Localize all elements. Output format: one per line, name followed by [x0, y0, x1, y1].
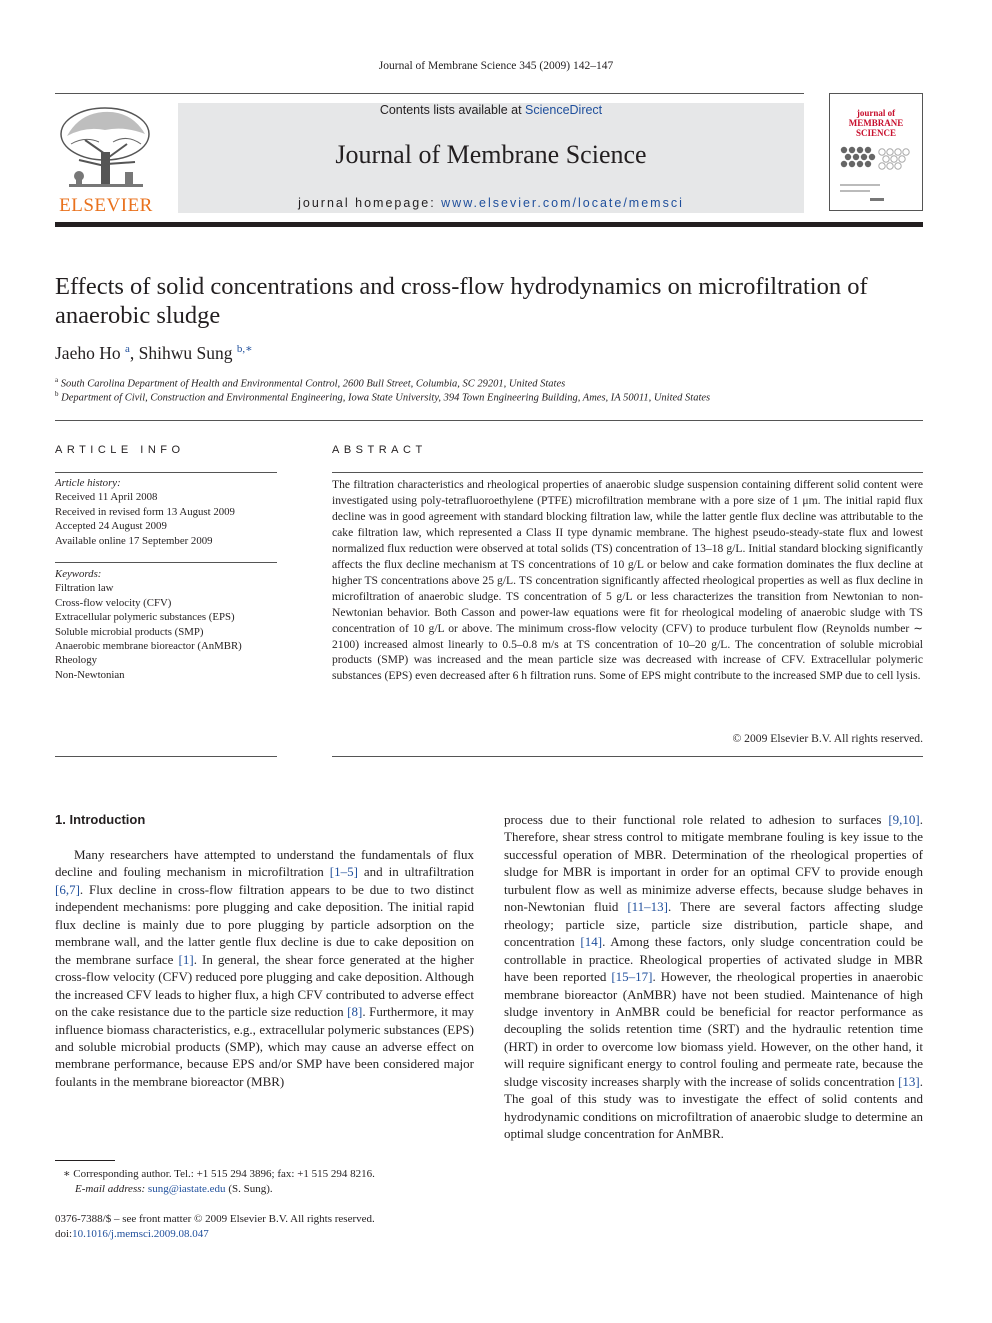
body-text: . Therefore, shear stress control to mitigate membrane fouling is key issue to the successful operation of MBR. Determination of the rheological properties of sludge for MBR is important in order for an optimal CFV to provide enough turbulent flow as well as minimize adverse effects, because sludge behaves in non-Newtonian fluid — [504, 812, 923, 915]
cover-title — [830, 108, 922, 138]
body-text: . Among these factors, only sludge concentration could be controllable in practice. Rheological properties of activated sludge in MBR have been reported — [504, 934, 923, 985]
abstract-rule — [332, 472, 923, 473]
citation-link[interactable]: [8] — [347, 1004, 363, 1020]
abstract-rule — [332, 756, 923, 757]
abstract-text: The filtration characteristics and rheological properties of anaerobic sludge suspension containing different solid content were investigated using poly-tetrafluoroethylene (PTFE) microfiltration membrane with a pore size of 1 μm. The initial rapid flux decline was in good agreement with standard blocking filtration law, while the latter gentle flux decline was attributable to the cake filtration law, which represented a Class II type dynamic membrane. The highest pseudo-steady-state flux and lowest normalized flux reduction were observed at total solids (TS) concentration of 13–18 g/L. Initial standard blocking significantly affects the flux decline mechanism at TS concentrations of 10 g/L or below and cake formation dominates the flux decline at higher TS concentrations above 25 g/L. TS concentration significantly affected rheological properties as well as flux decline in microfiltration of anaerobic sludge. TS concentration of 5 g/L or less characterizes the transition from Newtonian to non-Newtonian behavior. Both Casson and power-law equations were fit for rheological modeling of anaerobic sludge with TS concentration of 10 g/L or above. The minimum cross-flow velocity (CFV) to produce turbulent flow (Reynolds number ∼ 2100) increased almost linearly to 0.5–0.8 m/s at TS concentration of 10–20 g/L. The concentration of soluble microbial products (SMP) was increased and the mean particle size was decreased with increase of CFV. Extracellular polymeric substances (EPS) even decreased after 6 h filtration runs. Some of EPS might contribute to the increased SMP due to cell lysis. — [332, 478, 923, 683]
journal-homepage — [178, 196, 804, 210]
body-text: . There are several factors affecting sludge rheology; particle size, particle size distribution, particle shape, and concentration — [504, 899, 923, 950]
front-matter: 0376-7388/$ – see front matter © 2009 Elsevier B.V. All rights reserved. — [55, 1213, 375, 1225]
keywords-label: Keywords: — [55, 568, 102, 580]
cover-text-line — [840, 184, 880, 186]
elsevier-wordmark: ELSEVIER — [59, 195, 153, 216]
body-text: . Flux decline in cross-flow filtration appears to be due to two distinct independent mechanisms: pore plugging and cake deposition. The initial rapid flux decline is mainly due to pore plugging by particle adsorption on the membrane wall, and the latter gentle flux decline is due to cake deposition on the membrane surface — [55, 881, 474, 967]
affiliation — [55, 390, 923, 404]
keyword: Rheology — [55, 654, 97, 667]
keyword: Non-Newtonian — [55, 668, 125, 681]
contents-line — [178, 103, 804, 117]
info-rule — [55, 472, 277, 473]
doi-link[interactable]: 10.1016/j.memsci.2009.08.047 — [72, 1228, 209, 1240]
history-item: Received in revised form 13 August 2009 — [55, 505, 235, 518]
affiliation-mark[interactable]: b,∗ — [236, 343, 253, 355]
body-column-right — [504, 811, 923, 1143]
history-item: Accepted 24 August 2009 — [55, 520, 167, 533]
body-text: . In general, the shear force generated at the higher cross-flow velocity (CFV) reduced pore plugging and cake deposition. Although the increased CFV leads to higher flux, a high CFV contributed to adverse effect on the cake resistance due to the particle size reduction — [55, 951, 474, 1020]
cover-molecule-icon — [838, 144, 916, 174]
body-column-left — [55, 846, 474, 1090]
journal-cover-thumbnail[interactable] — [829, 93, 923, 211]
cover-title-line3: SCIENCE — [855, 128, 896, 138]
copyright: © 2009 Elsevier B.V. All rights reserved. — [732, 732, 923, 745]
keyword: Filtration law — [55, 582, 114, 595]
footnote-rule — [55, 1160, 115, 1161]
author-name: Jaeho Ho — [55, 342, 121, 363]
body-text: . Furthermore, it may influence biomass characteristics, e.g., extracellular polymeric substances (EPS) and soluble microbial products (SMP), which may cause an adverse effect on membrane performance, because EPS and/or SMP have been considered major foulants in the membrane bioreactor (MBR) — [55, 1004, 474, 1089]
email-suffix: (S. Sung). — [225, 1183, 273, 1195]
body-text: . The goal of this study was to investigate the effect of solid contents and hydrodynamic conditions on microfiltration of anaerobic sludge to determine an optimal sludge concentration for AnMBR. — [504, 1073, 923, 1142]
header-rule — [55, 222, 923, 227]
affiliation — [55, 376, 923, 390]
citation-link[interactable]: [1] — [178, 951, 194, 967]
citation-link[interactable]: [15–17] — [611, 969, 653, 985]
article-info-heading: ARTICLE INFO — [55, 444, 185, 456]
section-heading: 1. Introduction — [55, 812, 146, 827]
affiliation-mark: a — [55, 376, 59, 384]
citation-link[interactable]: [6,7] — [55, 881, 80, 897]
homepage-prefix: journal homepage: — [298, 196, 442, 210]
citation-link[interactable]: [1–5] — [329, 864, 358, 880]
doi-line — [55, 1227, 475, 1241]
cover-text-line — [840, 190, 870, 192]
keyword: Anaerobic membrane bioreactor (AnMBR) — [55, 640, 242, 653]
history-item: Received 11 April 2008 — [55, 491, 158, 504]
doi-prefix: doi: — [55, 1228, 73, 1240]
homepage-link[interactable]: www.elsevier.com/locate/memsci — [441, 196, 684, 210]
elsevier-logo[interactable] — [55, 100, 157, 216]
keywords — [55, 567, 277, 682]
body-text: . However, the rheological properties in anaerobic membrane bioreactor (AnMBR) have not been studied. Maintenance of high sludge inventory in AnMBR could be beneficial for reactor performance as decoupling the solids retention time (SRT) and the hydraulic retention time (HRT) in order to overcome low biomass yield. However, on the other hand, it will require significant energy to control fouling and permeate rate, because the sludge viscosity increases sharply with the increase of solids concentration — [504, 969, 923, 1089]
author-name: Shihwu Sung — [138, 342, 233, 363]
running-head: Journal of Membrane Science 345 (2009) 142–147 — [378, 60, 614, 72]
info-rule — [55, 756, 277, 757]
citation-link[interactable]: [11–13] — [627, 899, 669, 915]
body-text: Many researchers have attempted to understand the fundamentals of flux decline and fouling mechanism in microfiltration — [55, 847, 474, 880]
keyword: Cross-flow velocity (CFV) — [55, 596, 172, 609]
history-item: Available online 17 September 2009 — [55, 534, 213, 547]
affiliation-mark: b — [55, 390, 59, 398]
affiliation-text: Department of Civil, Construction and Environmental Engineering, Iowa State University, 394 Town Engineering Building, Ames, IA 50011, United States — [61, 392, 711, 404]
contents-prefix: Contents lists available at — [379, 103, 526, 117]
affiliation-mark[interactable]: a — [124, 343, 130, 355]
cover-text-line — [870, 198, 884, 201]
info-rule — [55, 562, 277, 563]
sciencedirect-link[interactable]: ScienceDirect — [525, 103, 603, 117]
body-text: process due to their functional role related to adhesion to surfaces — [504, 812, 889, 827]
section-divider — [55, 420, 923, 421]
email-note — [55, 1182, 495, 1196]
keyword: Extracellular polymeric substances (EPS) — [55, 611, 235, 624]
cover-title-line2: MEMBRANE — [848, 118, 904, 128]
journal-title: Journal of Membrane Science — [335, 140, 647, 169]
keyword: Soluble microbial products (SMP) — [55, 625, 204, 638]
citation-link[interactable]: [14] — [580, 934, 603, 950]
history-label: Article history: — [55, 477, 121, 489]
affiliation-text: South Carolina Department of Health and Environmental Control, 2600 Bull Street, Columbia, SC 29201, United States — [60, 378, 566, 390]
corresponding-author-note: ∗ Corresponding author. Tel.: +1 515 294 3896; fax: +1 515 294 8216. — [63, 1168, 375, 1180]
abstract-heading: ABSTRACT — [332, 444, 427, 456]
cover-title-line1: journal of — [856, 108, 896, 118]
body-text: and in ultrafiltration — [357, 864, 474, 880]
citation-link[interactable]: [9,10] — [888, 812, 920, 827]
author-list — [55, 342, 253, 364]
banner-top-rule — [55, 93, 804, 94]
email-label: E-mail address: — [75, 1183, 148, 1195]
email-link[interactable]: sung@iastate.edu — [147, 1183, 226, 1195]
citation-link[interactable]: [13] — [898, 1073, 920, 1089]
author-separator: , — [129, 342, 139, 363]
article-history — [55, 476, 277, 548]
article-title: Effects of solid concentrations and cross-flow hydrodynamics on microfiltration of anaerobic sludge — [55, 273, 868, 329]
